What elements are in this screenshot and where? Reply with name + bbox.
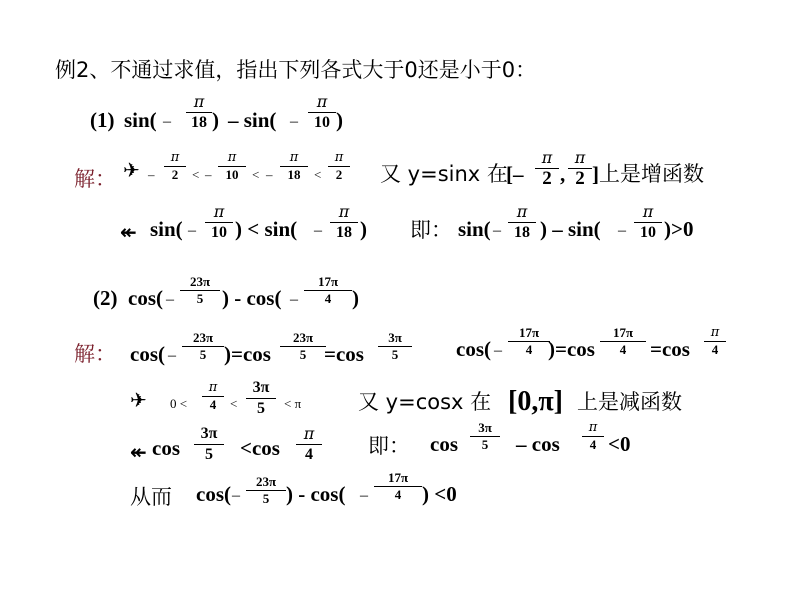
chain-frac-b: $\frac{\pi}{10}$ bbox=[218, 150, 246, 183]
interval1-frac-b: π 2 bbox=[568, 148, 592, 189]
interval1-close: ] bbox=[592, 162, 599, 186]
s2-l1-cos: cos( bbox=[130, 342, 165, 366]
s2-chain-frac1: $\frac{\pi}{4}$ bbox=[202, 380, 224, 413]
part2-frac2: $\frac{17\pi}{4}$ bbox=[304, 274, 352, 307]
chain-minus-c: – bbox=[266, 167, 273, 182]
interval1-frac-a: π 2 bbox=[535, 148, 559, 189]
s1-ji-sin: sin( bbox=[458, 217, 491, 241]
part2-frac1: $\frac{23\pi}{5}$ bbox=[180, 274, 220, 307]
therefore-icon: ✈ bbox=[123, 158, 140, 182]
s2-ineq-lt: <cos bbox=[240, 436, 280, 460]
s2-ji-cos1: cos bbox=[430, 432, 458, 456]
s2-note-post: 上是减函数 bbox=[577, 390, 682, 414]
s2-ineq-frac2: $\frac{\pi}{4}$ bbox=[296, 424, 322, 465]
part1-frac2: $\frac{\pi}{10}$ bbox=[308, 92, 336, 133]
part1-close2: ) bbox=[336, 108, 343, 132]
therefore-icon-2: ✈ bbox=[130, 388, 147, 412]
s2-ineq-frac1: $\frac{3\pi}{5}$ bbox=[194, 424, 224, 465]
part1-sub: – sin( bbox=[228, 108, 277, 132]
solution1-note-post: 上是增函数 bbox=[599, 162, 704, 186]
s1-ji-minus1: – bbox=[493, 222, 501, 239]
part1-frac1: $\frac{\pi}{18}$ bbox=[186, 92, 212, 133]
conclusion-mid: ) - cos( bbox=[286, 482, 346, 506]
s2-l1-frac2: $\frac{23\pi}{5}$ bbox=[280, 330, 326, 363]
s1-ji-frac2: $\frac{\pi}{10}$ bbox=[634, 202, 662, 243]
s2-ji-label: 即： bbox=[368, 434, 410, 458]
s2-ineq-cos: cos bbox=[152, 436, 180, 460]
conclusion-frac2: $\frac{17\pi}{4}$ bbox=[374, 470, 422, 503]
interval1-comma: , bbox=[560, 162, 566, 186]
s2-l1-minus: – bbox=[168, 347, 176, 364]
chain-lt-1: < bbox=[192, 167, 200, 182]
s1-ineq-frac2: $\frac{\pi}{18}$ bbox=[330, 202, 358, 243]
conclusion-label: 从而 bbox=[130, 485, 172, 509]
s2-l1-frac1: $\frac{23\pi}{5}$ bbox=[182, 330, 224, 363]
s2-ji-end: <0 bbox=[608, 432, 631, 456]
s1-ineq-minus2: – bbox=[314, 222, 322, 239]
s2-note-pre: 又 y=cosx 在 bbox=[358, 390, 492, 414]
s2-r-frac2: $\frac{17\pi}{4}$ bbox=[600, 325, 646, 358]
conclusion-minus2: – bbox=[360, 487, 368, 504]
interval1-open: [– bbox=[506, 162, 524, 186]
s1-ji-minus2: – bbox=[618, 222, 626, 239]
s1-ineq-close: ) bbox=[360, 217, 367, 241]
s1-ineq-mid: ) < sin( bbox=[235, 217, 298, 241]
s2-r-frac1: $\frac{17\pi}{4}$ bbox=[508, 325, 550, 358]
s2-chain-zero: 0 < bbox=[170, 396, 188, 411]
s1-ji-label: 即： bbox=[410, 218, 452, 242]
s1-ji-end: )>0 bbox=[664, 217, 694, 241]
problem-title: 例2、不通过求值，指出下列各式大于0还是小于0： bbox=[55, 58, 537, 82]
part2-label: (2) bbox=[93, 286, 118, 310]
part1-sin: sin( bbox=[124, 108, 157, 132]
s2-r-frac3: $\frac{\pi}{4}$ bbox=[704, 325, 726, 358]
s2-r-minus: – bbox=[494, 342, 502, 359]
solution1-note-pre: 又 y=sinx 在 bbox=[380, 162, 508, 186]
s2-ji-mid: – cos bbox=[516, 432, 560, 456]
conclusion-end: ) <0 bbox=[422, 482, 457, 506]
s2-r-eq2: =cos bbox=[650, 337, 690, 361]
s2-ji-frac2: $\frac{\pi}{4}$ bbox=[582, 420, 604, 453]
s1-ji-frac1: $\frac{\pi}{18}$ bbox=[508, 202, 536, 243]
s1-ineq-minus1: – bbox=[188, 222, 196, 239]
part1-label: (1) bbox=[90, 108, 115, 132]
chain-lt-2: < bbox=[252, 167, 260, 182]
part2-mid: ) - cos( bbox=[222, 286, 282, 310]
s1-ineq-sin: sin( bbox=[150, 217, 183, 241]
part1-minus2: – bbox=[290, 113, 298, 130]
because-icon: ↞ bbox=[120, 220, 137, 244]
s1-ji-mid: ) – sin( bbox=[540, 217, 601, 241]
solution1-label: 解： bbox=[74, 167, 116, 191]
s2-r-cos: cos( bbox=[456, 337, 491, 361]
because-icon-2: ↞ bbox=[130, 440, 147, 464]
solution2-label: 解： bbox=[74, 342, 116, 366]
part1-close: ) bbox=[212, 108, 219, 132]
chain-minus-b: – bbox=[205, 167, 212, 182]
part2-cos: cos( bbox=[128, 286, 163, 310]
s2-interval: [0,π] bbox=[508, 386, 563, 417]
s2-l1-eq2: =cos bbox=[324, 342, 364, 366]
chain-frac-c: $\frac{\pi}{18}$ bbox=[280, 150, 308, 183]
part1-minus: – bbox=[163, 113, 171, 130]
chain-lt-3: < bbox=[314, 167, 322, 182]
s2-chain-end: < π bbox=[284, 396, 302, 411]
s2-chain-frac2: $\frac{3\pi}{5}$ bbox=[246, 378, 276, 419]
s2-r-eq1: )=cos bbox=[548, 337, 595, 361]
chain-minus-a: – bbox=[148, 167, 155, 182]
s1-ineq-frac1: $\frac{\pi}{10}$ bbox=[205, 202, 233, 243]
part2-minus2: – bbox=[290, 291, 298, 308]
chain-frac-a: $\frac{\pi}{2}$ bbox=[164, 150, 186, 183]
conclusion-frac1: $\frac{23\pi}{5}$ bbox=[246, 474, 286, 507]
conclusion-cos1: cos( bbox=[196, 482, 231, 506]
s2-chain-lt: < bbox=[230, 396, 238, 411]
part2-minus1: – bbox=[166, 291, 174, 308]
s2-l1-eq1: )=cos bbox=[224, 342, 271, 366]
s2-l1-frac3: $\frac{3\pi}{5}$ bbox=[378, 330, 412, 363]
chain-frac-d: $\frac{\pi}{2}$ bbox=[328, 150, 350, 183]
part2-close: ) bbox=[352, 286, 359, 310]
s2-ji-frac1: $\frac{3\pi}{5}$ bbox=[470, 420, 500, 453]
conclusion-minus1: – bbox=[232, 487, 240, 504]
